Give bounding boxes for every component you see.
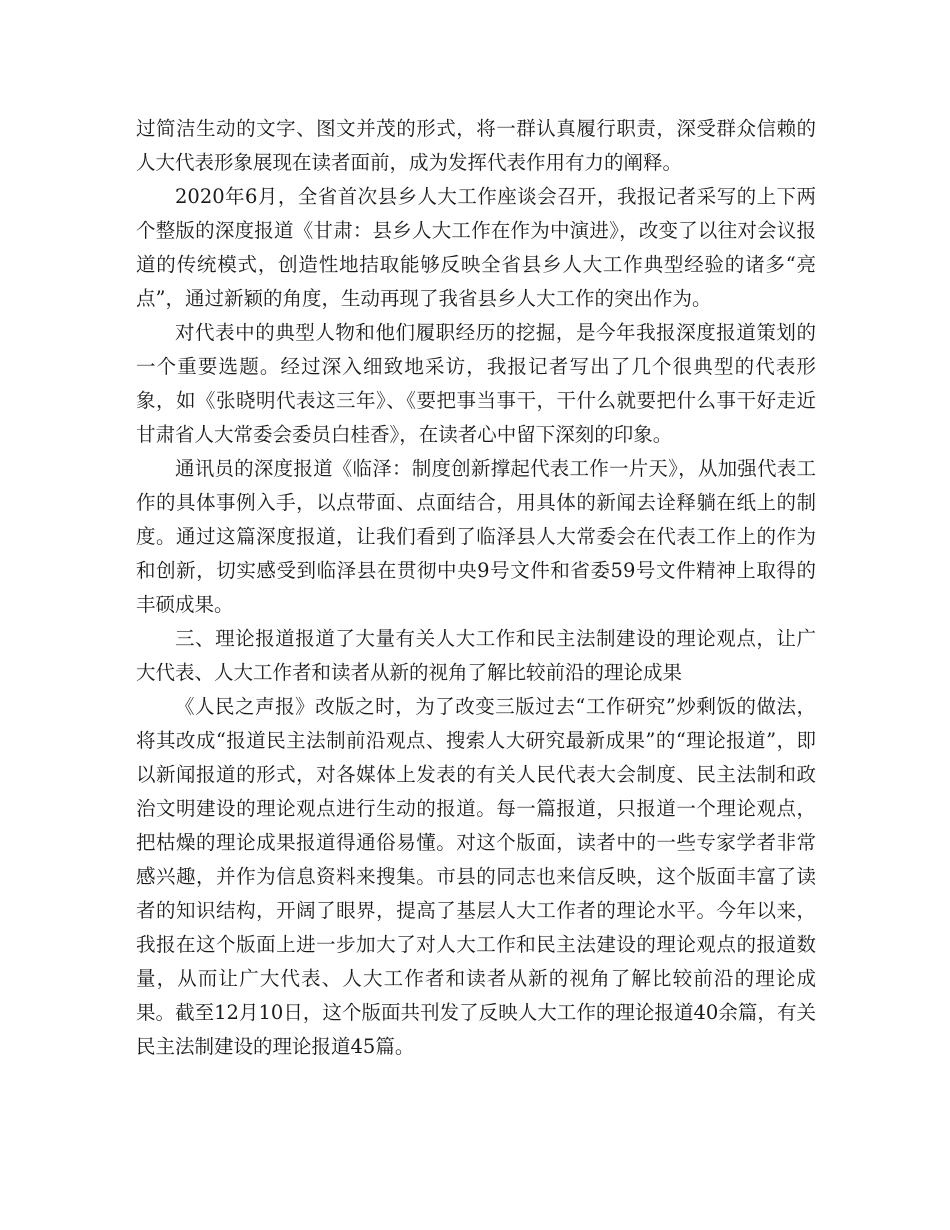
paragraph-typical-deputies: 对代表中的典型人物和他们履职经历的挖掘，是今年我报深度报道策划的一个重要选题。经过深入细致地采访，我报记者写出了几个很典型的代表形象，如《张晓明代表这三年》、《要把事当事干，干什么就要把什么事干好走近甘肃省人大常委会委员白桂香》，在读者心中留下深刻的印象。: [136, 321, 816, 446]
paragraph-continuation: 过简洁生动的文字、图文并茂的形式，将一群认真履行职责，深受群众信赖的人大代表形象展现在读者面前，成为发挥代表作用有力的阐释。: [136, 117, 816, 174]
paragraph-county-symposium-report: 2020年6月，全省首次县乡人大工作座谈会召开，我报记者采写的上下两个整版的深度报道《甘肃：县乡人大工作在作为中演进》，改变了以往对会议报道的传统模式，创造性地拮取能够反映全省县乡人大工作典型经验的诸多“亮点”，通过新颖的角度，生动再现了我省县乡人大工作的突出作为。: [136, 185, 816, 310]
section-heading-theory-reports: 三、理论报道报道了大量有关人大工作和民主法制建设的理论观点，让广大代表、人大工作者和读者从新的视角了解比较前沿的理论成果: [136, 627, 816, 684]
document-page: [136, 112, 816, 1064]
paragraph-linze-report: 通讯员的深度报道《临泽：制度创新撑起代表工作一片天》，从加强代表工作的具体事例入手，以点带面、点面结合，用具体的新闻去诠释躺在纸上的制度。通过这篇深度报道，让我们看到了临泽县人大常委会在代表工作上的作为和创新，切实感受到临泽县在贯彻中央9号文件和省委59号文件精神上取得的丰硕成果。: [136, 457, 816, 616]
paragraph-theory-page: 《人民之声报》改版之时，为了改变三版过去“工作研究”炒剩饭的做法，将其改成“报道民主法制前沿观点、搜索人大研究最新成果”的“理论报道”，即以新闻报道的形式，对各媒体上发表的有关人民代表大会制度、民主法制和政治文明建设的理论观点进行生动的报道。每一篇报道，只报道一个理论观点，把枯燥的理论成果报道得通俗易懂。对这个版面，读者中的一些专家学者非常感兴趣，并作为信息资料来搜集。市县的同志也来信反映，这个版面丰富了读者的知识结构，开阔了眼界，提高了基层人大工作者的理论水平。今年以来，我报在这个版面上进一步加大了对人大工作和民主法建设的理论观点的报道数量，从而让广大代表、人大工作者和读者从新的视角了解比较前沿的理论成果。截至12月10日，这个版面共刊发了反映人大工作的理论报道40余篇，有关民主法制建设的理论报道45篇。: [136, 695, 816, 1058]
